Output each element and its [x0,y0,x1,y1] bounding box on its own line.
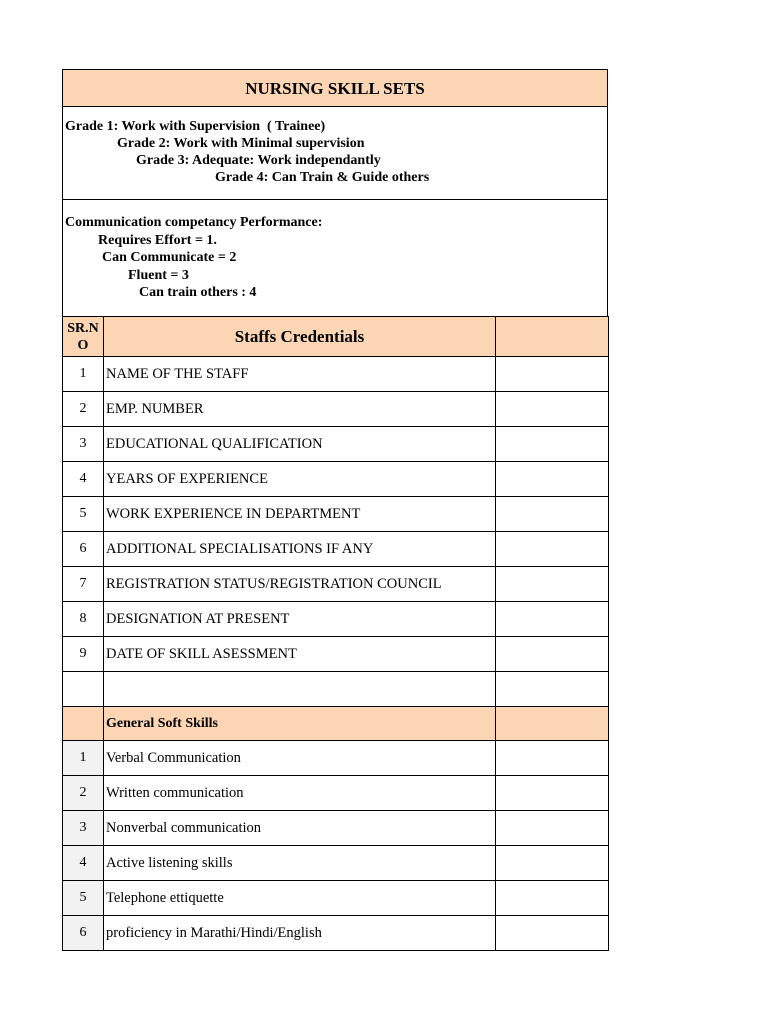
sr-number: 5 [63,497,104,532]
sr-number: 6 [63,532,104,567]
credentials-header: Staffs Credentials [104,317,496,357]
value-cell[interactable] [496,672,609,707]
grade-4: Grade 4: Can Train & Guide others [215,170,430,185]
sr-number: 1 [63,357,104,392]
comm-level-4: Can train others : 4 [139,285,257,300]
credential-label: REGISTRATION STATUS/REGISTRATION COUNCIL [104,567,496,602]
sr-number: 2 [63,392,104,427]
table-row [63,811,609,846]
credential-label: DESIGNATION AT PRESENT [104,602,496,637]
value-cell[interactable] [496,776,609,811]
blank-row [63,672,609,707]
sr-number [63,672,104,707]
table-row [63,637,609,672]
soft-skills-header-row [63,707,609,741]
table-row [63,462,609,497]
grade-3: Grade 3: Adequate: Work independantly [136,153,381,168]
sr-number: 9 [63,637,104,672]
value-cell[interactable] [496,532,609,567]
credential-label: NAME OF THE STAFF [104,357,496,392]
sr-number: 2 [63,776,104,811]
sr-number: 3 [63,427,104,462]
comm-level-3: Fluent = 3 [128,267,189,283]
soft-skill-label: Written communication [104,776,496,811]
sr-number: 8 [63,602,104,637]
grades-legend [62,106,608,199]
table-row [63,532,609,567]
value-cell[interactable] [496,741,609,776]
table-row [63,392,609,427]
sr-number: 4 [63,846,104,881]
table-row [63,357,609,392]
sr-number: 7 [63,567,104,602]
table-row [63,916,609,951]
soft-skill-label: proficiency in Marathi/Hindi/English [104,916,496,951]
table-row [63,567,609,602]
table-row [63,497,609,532]
credential-label: YEARS OF EXPERIENCE [104,462,496,497]
value-cell[interactable] [496,357,609,392]
value-cell[interactable] [496,427,609,462]
credentials-value-header [496,317,609,357]
sr-number: 1 [63,741,104,776]
value-cell[interactable] [496,637,609,672]
table-row [63,881,609,916]
value-cell[interactable] [496,707,609,741]
communication-legend [62,199,608,316]
sr-number: 6 [63,916,104,951]
sr-no-header [63,317,104,357]
value-cell[interactable] [496,846,609,881]
grade-1: Grade 1: Work with Supervision ( Trainee) [65,119,326,134]
table-row [63,846,609,881]
credential-label: ADDITIONAL SPECIALISATIONS IF ANY [104,532,496,567]
table-row [63,427,609,462]
skill-sheet [62,69,608,951]
value-cell[interactable] [496,392,609,427]
soft-skill-label: Nonverbal communication [104,811,496,846]
value-cell[interactable] [496,916,609,951]
sheet-title: NURSING SKILL SETS [62,69,608,106]
communication-heading: Communication competancy Performance: [65,215,323,230]
value-cell[interactable] [496,881,609,916]
grade-2: Grade 2: Work with Minimal supervision [117,136,365,151]
sr-no-header-line-1: SR.N [67,320,99,336]
comm-level-2: Can Communicate = 2 [102,250,237,265]
table-row [63,741,609,776]
value-cell[interactable] [496,602,609,637]
skills-table [62,316,609,951]
sr-number: 5 [63,881,104,916]
blank-label [104,672,496,707]
soft-skill-label: Verbal Communication [104,741,496,776]
soft-skill-label: Active listening skills [104,846,496,881]
sr-no-header-line-2: O [77,337,89,353]
credential-label: EMP. NUMBER [104,392,496,427]
value-cell[interactable] [496,567,609,602]
credential-label: EDUCATIONAL QUALIFICATION [104,427,496,462]
sr-number [63,707,104,741]
table-row [63,602,609,637]
sr-number: 3 [63,811,104,846]
credentials-header-row [63,317,609,357]
value-cell[interactable] [496,497,609,532]
soft-skills-header: General Soft Skills [104,707,496,741]
sr-number: 4 [63,462,104,497]
credential-label: DATE OF SKILL ASESSMENT [104,637,496,672]
value-cell[interactable] [496,462,609,497]
value-cell[interactable] [496,811,609,846]
table-row [63,776,609,811]
credential-label: WORK EXPERIENCE IN DEPARTMENT [104,497,496,532]
comm-level-1: Requires Effort = 1. [98,232,217,248]
soft-skill-label: Telephone ettiquette [104,881,496,916]
